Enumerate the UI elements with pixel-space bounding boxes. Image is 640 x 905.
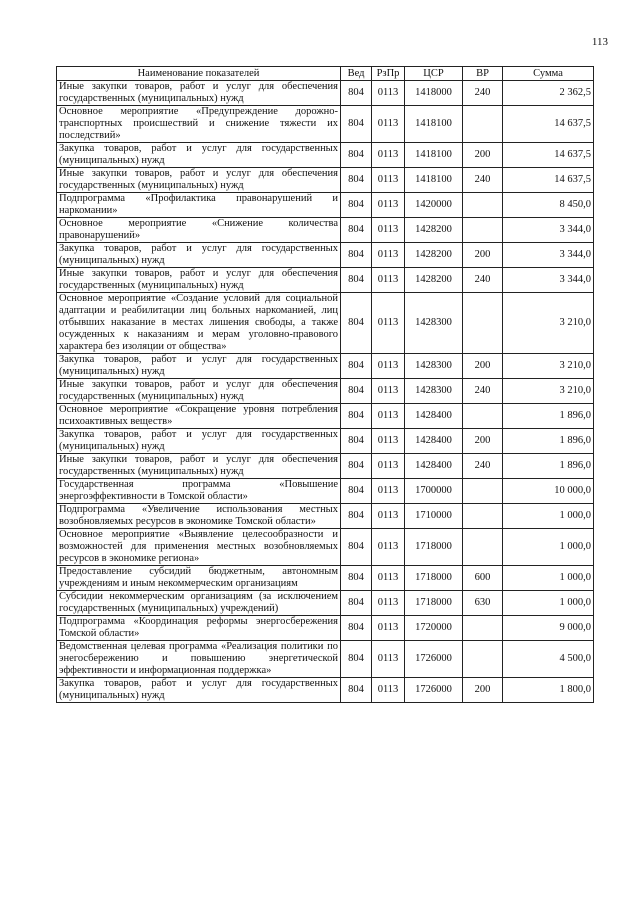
cell-name: Подпрограмма «Профилактика правонарушений и наркомании»: [57, 193, 341, 218]
cell-sum: 3 210,0: [503, 354, 594, 379]
table-row: [57, 81, 594, 106]
cell-name: Закупка товаров, работ и услуг для государственных (муниципальных) нужд: [57, 429, 341, 454]
cell-name: Иные закупки товаров, работ и услуг для обеспечения государственных (муниципальных) нужд: [57, 268, 341, 293]
column-header-csr: ЦСР: [405, 67, 463, 81]
table-row: [57, 106, 594, 143]
cell-rzpr: 0113: [372, 379, 405, 404]
cell-sum: 3 210,0: [503, 293, 594, 354]
cell-ved: 804: [341, 143, 372, 168]
cell-rzpr: 0113: [372, 504, 405, 529]
cell-csr: 1428200: [405, 268, 463, 293]
cell-sum: 1 896,0: [503, 429, 594, 454]
table-row: [57, 354, 594, 379]
cell-ved: 804: [341, 243, 372, 268]
cell-sum: 14 637,5: [503, 168, 594, 193]
cell-vr: 200: [463, 143, 503, 168]
cell-vr: 200: [463, 354, 503, 379]
cell-vr: [463, 529, 503, 566]
cell-name: Государственная программа «Повышение энергоэффективности в Томской области»: [57, 479, 341, 504]
cell-sum: 1 000,0: [503, 529, 594, 566]
cell-sum: 10 000,0: [503, 479, 594, 504]
table-row: [57, 641, 594, 678]
cell-csr: 1718000: [405, 591, 463, 616]
cell-name: Иные закупки товаров, работ и услуг для обеспечения государственных (муниципальных) нужд: [57, 379, 341, 404]
cell-rzpr: 0113: [372, 293, 405, 354]
cell-vr: 200: [463, 429, 503, 454]
cell-rzpr: 0113: [372, 404, 405, 429]
table-row: [57, 243, 594, 268]
cell-csr: 1428300: [405, 354, 463, 379]
cell-ved: 804: [341, 193, 372, 218]
cell-csr: 1428300: [405, 293, 463, 354]
cell-ved: 804: [341, 429, 372, 454]
cell-rzpr: 0113: [372, 193, 405, 218]
cell-csr: 1418100: [405, 106, 463, 143]
cell-ved: 804: [341, 504, 372, 529]
table-row: [57, 193, 594, 218]
table-row: [57, 293, 594, 354]
cell-name: Подпрограмма «Увеличение использования местных возобновляемых ресурсов в экономике Томской области»: [57, 504, 341, 529]
cell-name: Основное мероприятие «Сокращение уровня потребления психоактивных веществ»: [57, 404, 341, 429]
cell-vr: 200: [463, 243, 503, 268]
cell-sum: 4 500,0: [503, 641, 594, 678]
cell-sum: 3 344,0: [503, 243, 594, 268]
cell-sum: 9 000,0: [503, 616, 594, 641]
cell-name: Закупка товаров, работ и услуг для государственных (муниципальных) нужд: [57, 143, 341, 168]
table-row: [57, 168, 594, 193]
cell-ved: 804: [341, 591, 372, 616]
cell-csr: 1428200: [405, 243, 463, 268]
cell-csr: 1720000: [405, 616, 463, 641]
cell-name: Основное мероприятие «Предупреждение дорожно-транспортных происшествий и снижение тяжести их последствий»: [57, 106, 341, 143]
cell-ved: 804: [341, 479, 372, 504]
cell-sum: 3 344,0: [503, 268, 594, 293]
cell-sum: 14 637,5: [503, 143, 594, 168]
table-row: [57, 678, 594, 703]
cell-csr: 1418100: [405, 143, 463, 168]
cell-vr: [463, 616, 503, 641]
table-row: [57, 591, 594, 616]
table-body: [57, 81, 594, 703]
cell-csr: 1428400: [405, 429, 463, 454]
cell-name: Закупка товаров, работ и услуг для государственных (муниципальных) нужд: [57, 243, 341, 268]
cell-rzpr: 0113: [372, 479, 405, 504]
cell-ved: 804: [341, 566, 372, 591]
cell-sum: 14 637,5: [503, 106, 594, 143]
cell-rzpr: 0113: [372, 143, 405, 168]
cell-rzpr: 0113: [372, 591, 405, 616]
cell-csr: 1700000: [405, 479, 463, 504]
cell-rzpr: 0113: [372, 243, 405, 268]
cell-sum: 1 800,0: [503, 678, 594, 703]
cell-csr: 1420000: [405, 193, 463, 218]
cell-csr: 1418000: [405, 81, 463, 106]
cell-ved: 804: [341, 404, 372, 429]
column-header-rzpr: РзПр: [372, 67, 405, 81]
cell-vr: [463, 641, 503, 678]
cell-vr: 240: [463, 268, 503, 293]
cell-csr: 1726000: [405, 641, 463, 678]
table-header-row: [57, 67, 594, 81]
cell-vr: 200: [463, 678, 503, 703]
cell-vr: 240: [463, 454, 503, 479]
cell-sum: 1 000,0: [503, 504, 594, 529]
cell-csr: 1428200: [405, 218, 463, 243]
cell-csr: 1428400: [405, 454, 463, 479]
cell-ved: 804: [341, 641, 372, 678]
cell-ved: 804: [341, 616, 372, 641]
cell-name: Закупка товаров, работ и услуг для государственных (муниципальных) нужд: [57, 354, 341, 379]
table-row: [57, 454, 594, 479]
cell-name: Основное мероприятие «Выявление целесообразности и возможностей для применения местных возобновляемых ресурсов в экономике региона»: [57, 529, 341, 566]
cell-csr: 1418100: [405, 168, 463, 193]
cell-sum: 1 000,0: [503, 591, 594, 616]
cell-ved: 804: [341, 529, 372, 566]
table-row: [57, 429, 594, 454]
column-header-vr: ВР: [463, 67, 503, 81]
cell-vr: [463, 293, 503, 354]
cell-csr: 1726000: [405, 678, 463, 703]
cell-rzpr: 0113: [372, 354, 405, 379]
column-header-ved: Вед: [341, 67, 372, 81]
table-row: [57, 504, 594, 529]
cell-rzpr: 0113: [372, 429, 405, 454]
cell-rzpr: 0113: [372, 168, 405, 193]
cell-sum: 3 210,0: [503, 379, 594, 404]
cell-csr: 1428300: [405, 379, 463, 404]
table-row: [57, 616, 594, 641]
cell-name: Иные закупки товаров, работ и услуг для обеспечения государственных (муниципальных) нужд: [57, 168, 341, 193]
cell-rzpr: 0113: [372, 678, 405, 703]
table-row: [57, 479, 594, 504]
cell-rzpr: 0113: [372, 454, 405, 479]
cell-vr: [463, 479, 503, 504]
cell-ved: 804: [341, 454, 372, 479]
cell-vr: 240: [463, 168, 503, 193]
cell-ved: 804: [341, 168, 372, 193]
cell-sum: 2 362,5: [503, 81, 594, 106]
cell-sum: 1 896,0: [503, 404, 594, 429]
cell-name: Иные закупки товаров, работ и услуг для обеспечения государственных (муниципальных) нужд: [57, 454, 341, 479]
cell-ved: 804: [341, 106, 372, 143]
cell-rzpr: 0113: [372, 268, 405, 293]
cell-name: Иные закупки товаров, работ и услуг для обеспечения государственных (муниципальных) нужд: [57, 81, 341, 106]
table-row: [57, 529, 594, 566]
cell-ved: 804: [341, 218, 372, 243]
cell-rzpr: 0113: [372, 641, 405, 678]
cell-csr: 1710000: [405, 504, 463, 529]
cell-ved: 804: [341, 379, 372, 404]
cell-name: Основное мероприятие «Создание условий для социальной адаптации и реабилитации лиц больных наркоманией, лиц отбывших наказание в местах лишения свободы, а также осужденных к наказаниям и мерам уголовно-правового характера без изоляции от общества»: [57, 293, 341, 354]
cell-vr: 630: [463, 591, 503, 616]
cell-rzpr: 0113: [372, 566, 405, 591]
cell-ved: 804: [341, 354, 372, 379]
cell-rzpr: 0113: [372, 81, 405, 106]
cell-rzpr: 0113: [372, 106, 405, 143]
cell-vr: [463, 504, 503, 529]
cell-name: Закупка товаров, работ и услуг для государственных (муниципальных) нужд: [57, 678, 341, 703]
cell-rzpr: 0113: [372, 218, 405, 243]
table-row: [57, 143, 594, 168]
cell-vr: [463, 193, 503, 218]
table-row: [57, 379, 594, 404]
cell-vr: 600: [463, 566, 503, 591]
cell-ved: 804: [341, 268, 372, 293]
cell-name: Предоставление субсидий бюджетным, автономным учреждениям и иным некоммерческим организациям: [57, 566, 341, 591]
cell-rzpr: 0113: [372, 616, 405, 641]
table-row: [57, 404, 594, 429]
cell-name: Основное мероприятие «Снижение количества правонарушений»: [57, 218, 341, 243]
column-header-name: Наименование показателей: [57, 67, 341, 81]
cell-ved: 804: [341, 81, 372, 106]
cell-csr: 1428400: [405, 404, 463, 429]
column-header-sum: Сумма: [503, 67, 594, 81]
cell-sum: 8 450,0: [503, 193, 594, 218]
cell-vr: 240: [463, 81, 503, 106]
cell-rzpr: 0113: [372, 529, 405, 566]
budget-table: [56, 66, 594, 703]
cell-ved: 804: [341, 293, 372, 354]
cell-sum: 1 000,0: [503, 566, 594, 591]
cell-name: Ведомственная целевая программа «Реализация политики по энегосбережению и повышению энергетической эффективности и информационная поддержка»: [57, 641, 341, 678]
table-row: [57, 566, 594, 591]
cell-vr: 240: [463, 379, 503, 404]
table-row: [57, 268, 594, 293]
cell-vr: [463, 218, 503, 243]
cell-sum: 1 896,0: [503, 454, 594, 479]
cell-ved: 804: [341, 678, 372, 703]
cell-csr: 1718000: [405, 566, 463, 591]
cell-vr: [463, 404, 503, 429]
cell-vr: [463, 106, 503, 143]
cell-csr: 1718000: [405, 529, 463, 566]
cell-name: Субсидии некоммерческим организациям (за исключением государственных (муниципальных) учреждений): [57, 591, 341, 616]
cell-sum: 3 344,0: [503, 218, 594, 243]
table-row: [57, 218, 594, 243]
page-number: 113: [591, 36, 608, 48]
cell-name: Подпрограмма «Координация реформы энергосбережения Томской области»: [57, 616, 341, 641]
